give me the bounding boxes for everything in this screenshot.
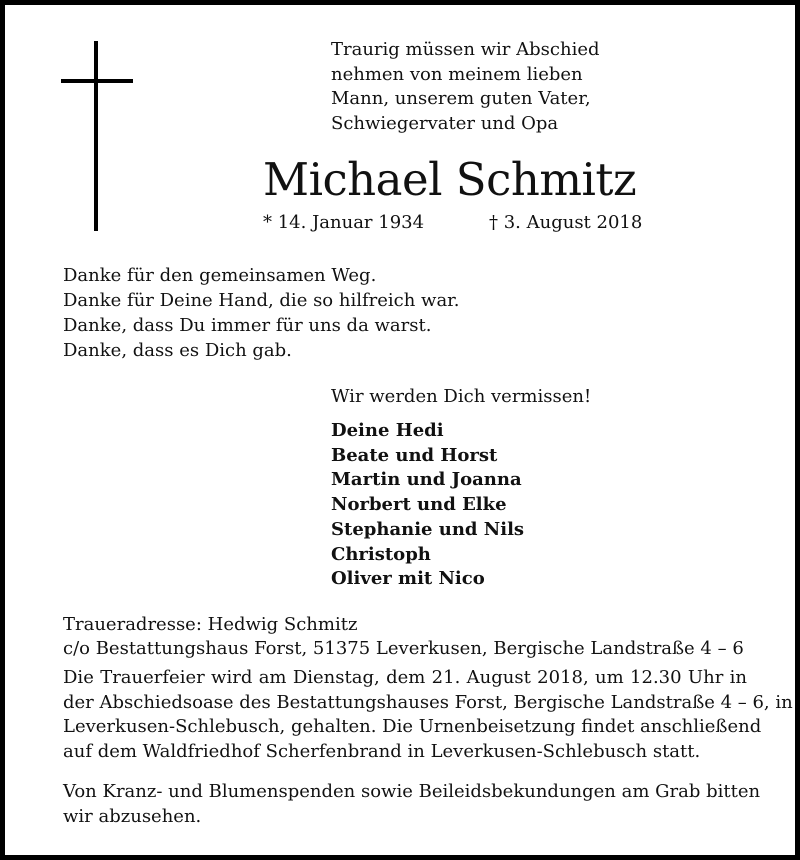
ceremony-line: der Abschiedsoase des Bestattungshauses Forst, Bergische Landstraße 4 – 6, in [63, 691, 793, 713]
flowers-line: wir abzusehen. [63, 805, 202, 827]
cross-icon-bar [61, 79, 133, 83]
ceremony-line: Leverkusen-Schlebusch, gehalten. Die Urnenbeisetzung findet anschließend [63, 716, 762, 737]
ceremony-line: Die Trauerfeier wird am Dienstag, dem 21. August 2018, um 12.30 Uhr in [63, 667, 747, 688]
family-member: Stephanie und Nils [331, 518, 525, 540]
intro-line: Schwiegervater und Opa [331, 112, 559, 134]
family-member: Oliver mit Nico [331, 568, 485, 590]
flowers-paragraph [63, 780, 761, 829]
ceremony-line: auf dem Waldfriedhof Scherfenbrand in Leverkusen-Schlebusch statt. [63, 740, 701, 762]
flowers-line: Von Kranz- und Blumenspenden sowie Beileidsbekundungen am Grab bitten [63, 781, 761, 802]
address-line: Traueradresse: Hedwig Schmitz [63, 614, 358, 635]
intro-text [331, 38, 600, 136]
birth-date: * 14. Januar 1934 [263, 212, 425, 233]
intro-line: Traurig müssen wir Abschied [331, 39, 600, 60]
verse-line: Danke für Deine Hand, die so hilfreich war. [63, 290, 460, 311]
family-member: Deine Hedi [331, 420, 444, 441]
verse-line: Danke für den gemeinsamen Weg. [63, 265, 377, 286]
death-date: † 3. August 2018 [489, 212, 643, 233]
verse-line: Danke, dass Du immer für uns da warst. [63, 315, 432, 336]
cross-icon [94, 41, 98, 231]
vermissen-line: Wir werden Dich vermissen! [331, 386, 592, 407]
family-member: Martin und Joanna [331, 469, 522, 491]
family-list [331, 419, 524, 592]
deceased-name: Michael Schmitz [263, 153, 637, 206]
danke-verse [63, 263, 460, 363]
mourning-address [63, 613, 744, 661]
family-member: Christoph [331, 543, 431, 565]
family-member: Norbert und Elke [331, 494, 507, 516]
address-line: c/o Bestattungshaus Forst, 51375 Leverkusen, Bergische Landstraße 4 – 6 [63, 638, 744, 659]
intro-line: Mann, unserem guten Vater, [331, 88, 591, 109]
intro-line: nehmen von meinem lieben [331, 63, 583, 85]
ceremony-paragraph [63, 666, 793, 764]
family-member: Beate und Horst [331, 444, 498, 466]
verse-line: Danke, dass es Dich gab. [63, 340, 292, 361]
